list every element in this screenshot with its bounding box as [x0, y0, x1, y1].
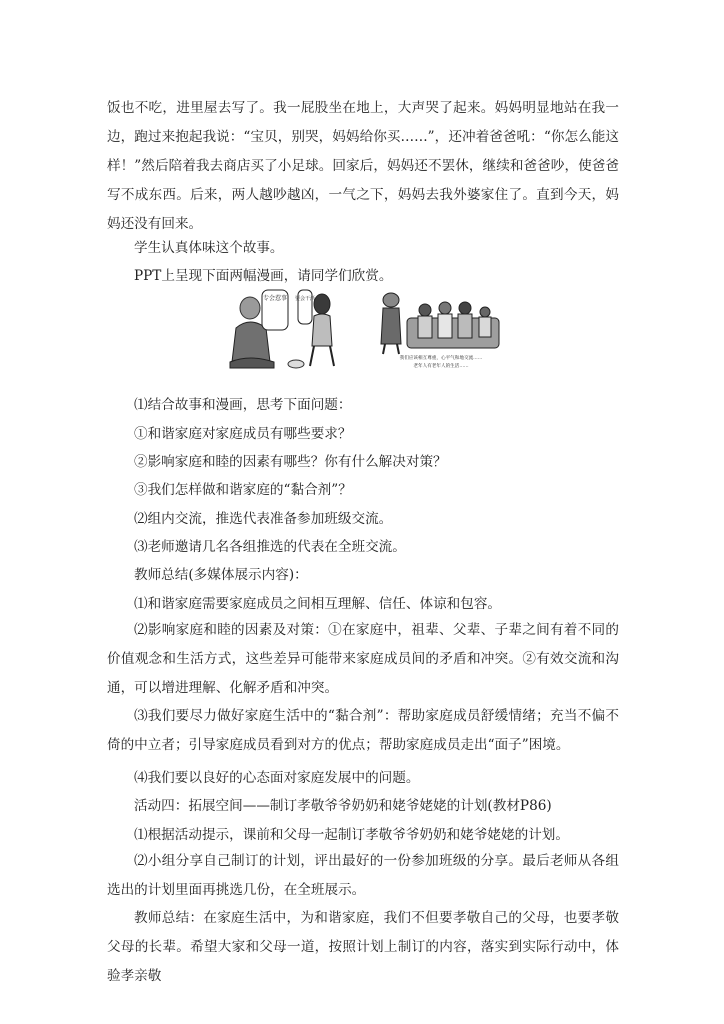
- bubble-left-text: 专会惹事: [262, 295, 288, 302]
- cartoon-right: [377, 288, 504, 372]
- cartoon-left-drawing: [226, 288, 354, 372]
- students-read-line: 学生认真体味这个故事。: [134, 240, 284, 256]
- cartoon-caption-2: 老年人有老年人的生活……: [413, 364, 469, 369]
- activity-step-1: ⑴根据活动提示，课前和父母一起制订孝敬爷爷奶奶和姥爷姥姥的计划。: [134, 827, 569, 843]
- question-intro: ⑴结合故事和漫画，思考下面问题：: [134, 397, 352, 413]
- cartoon-right-drawing: [377, 288, 504, 372]
- question-1: ①和谐家庭对家庭成员有哪些要求？: [134, 426, 352, 442]
- step-3: ⑶老师邀请几名各组推选的代表在全班交流。: [134, 539, 406, 555]
- summary-4: ⑷我们要以良好的心态面对家庭发展中的问题。: [134, 770, 420, 786]
- summary-title: 教师总结(多媒体展示内容)：: [134, 567, 308, 583]
- question-2: ②影响家庭和睦的因素有哪些？你有什么解决对策？: [134, 454, 447, 470]
- cartoon-caption-1: 我们应该相互尊重，心平气和地交流……: [399, 356, 483, 361]
- question-3: ③我们怎样做和谐家庭的“黏合剂”？: [134, 482, 352, 498]
- summary-1: ⑴和谐家庭需要家庭成员之间相互理解、信任、体谅和包容。: [134, 596, 502, 612]
- ppt-intro-line: PPT上呈现下面两幅漫画，请同学们欣赏。: [134, 268, 393, 284]
- summary-3: ⑶我们要尽力做好家庭生活中的“黏合剂”：帮助家庭成员舒缓情绪；充当不偏不倚的中立者；引导家庭成员看到对方的优点；帮助家庭成员走出“面子”困境。: [107, 708, 619, 753]
- activity-step-2: ⑵小组分享自己制订的计划，评出最好的一份参加班级的分享。最后老师从各组选出的计划里面再挑选几份，在全班展示。: [107, 853, 619, 898]
- activity-4-heading: 活动四：拓展空间——制订孝敬爷爷奶奶和姥爷姥姥的计划(教材P86): [134, 798, 552, 814]
- cartoon-left: [226, 288, 354, 372]
- bubble-right-text: 要会干活: [294, 296, 316, 302]
- story-paragraph: 饭也不吃，进里屋去写了。我一屁股坐在地上，大声哭了起来。妈妈明显地站在我一边，跑过来抱起我说：“宝贝，别哭，妈妈给你买……”，还冲着爸爸吼：“你怎么能这样！”然后陪着我去商店买了小足球。回家后，妈妈还不罢休，继续和爸爸吵，使爸爸写不成东西。后来，两人越吵越凶，一气之下，妈妈去我外婆家住了。直到今天，妈妈还没有回来。: [107, 100, 619, 232]
- teacher-final-summary: 教师总结：在家庭生活中，为和谐家庭，我们不但要孝敬自己的父母，也要孝敬父母的长辈。希望大家和父母一道，按照计划上制订的内容，落实到实际行动中，体验孝亲敬: [107, 910, 619, 984]
- step-2: ⑵组内交流，推选代表准备参加班级交流。: [134, 511, 393, 527]
- summary-2: ⑵影响家庭和睦的因素及对策：①在家庭中，祖辈、父辈、子辈之间有着不同的价值观念和生活方式，这些差异可能带来家庭成员间的矛盾和冲突。②有效交流和沟通，可以增进理解、化解矛盾和冲突。: [107, 622, 619, 696]
